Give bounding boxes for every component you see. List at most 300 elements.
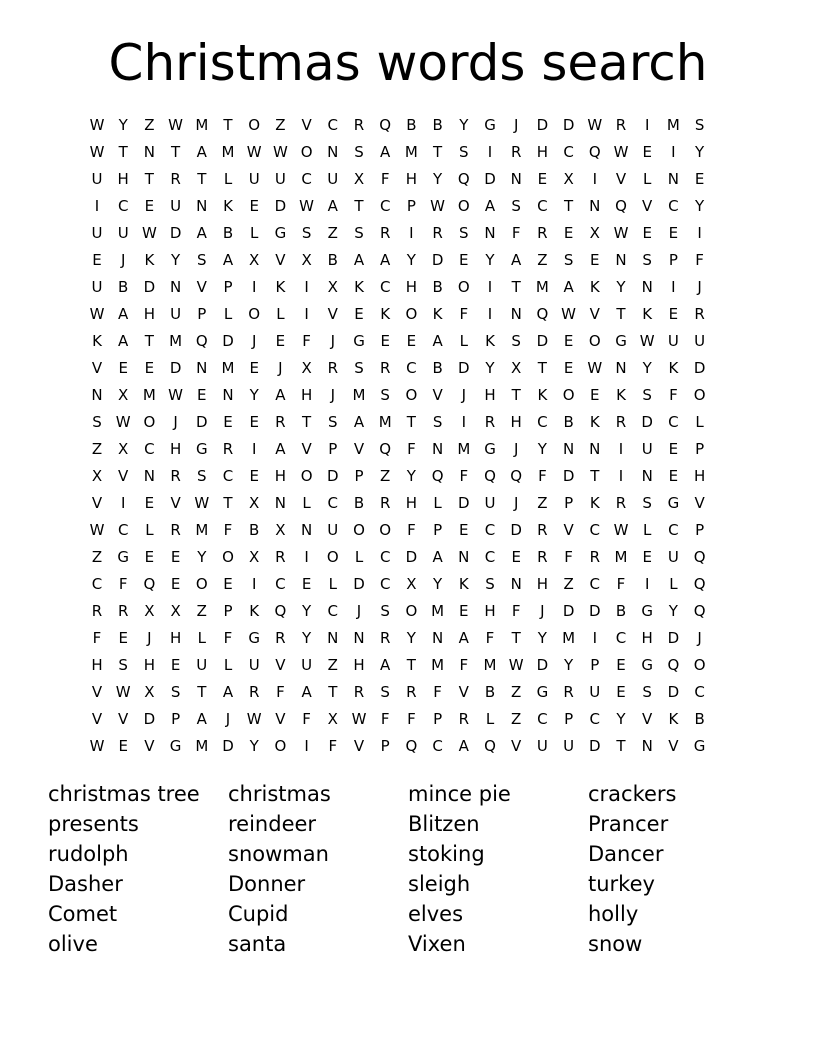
grid-letter: P: [354, 467, 364, 485]
grid-letter: J: [173, 413, 178, 431]
word-list-item: santa: [228, 932, 287, 956]
grid-letter: I: [644, 575, 650, 593]
grid-letter: J: [513, 116, 519, 134]
grid-letter: B: [694, 710, 705, 728]
grid-letter: W: [639, 332, 655, 350]
page-title: Christmas words search: [108, 34, 708, 92]
grid-letter: F: [433, 683, 442, 701]
grid-letter: J: [461, 386, 467, 404]
grid-letter: T: [616, 305, 626, 323]
grid-letter: Y: [433, 575, 443, 593]
grid-letter: Y: [406, 467, 416, 485]
grid-letter: H: [484, 386, 496, 404]
grid-letter: S: [170, 683, 181, 701]
grid-letter: X: [563, 170, 574, 188]
grid-letter: C: [615, 629, 627, 647]
grid-letter: V: [118, 467, 129, 485]
grid-letter: W: [89, 143, 105, 161]
grid-letter: R: [458, 710, 470, 728]
grid-letter: R: [615, 413, 627, 431]
grid-letter: E: [249, 197, 259, 215]
grid-letter: F: [459, 305, 469, 323]
grid-letter: V: [170, 494, 181, 512]
grid-letter: U: [91, 278, 103, 296]
grid-letter: S: [118, 656, 128, 674]
grid-letter: R: [589, 548, 601, 566]
grid-letter: K: [537, 386, 548, 404]
grid-letter: O: [248, 305, 261, 323]
grid-letter: O: [457, 197, 470, 215]
grid-letter: D: [405, 548, 418, 566]
grid-letter: V: [91, 359, 103, 377]
grid-letter: A: [563, 278, 574, 296]
grid-letter: D: [353, 575, 365, 593]
grid-letter: V: [275, 710, 286, 728]
grid-letter: U: [536, 737, 548, 755]
grid-letter: T: [511, 629, 521, 647]
grid-letter: D: [589, 737, 601, 755]
grid-letter: Y: [249, 386, 259, 404]
grid-letter: Q: [510, 467, 523, 485]
grid-letter: L: [223, 656, 233, 674]
grid-letter: M: [378, 413, 392, 431]
grid-letter: A: [118, 332, 129, 350]
grid-letter: A: [484, 197, 496, 215]
word-list-column: [228, 779, 408, 959]
grid-letter: Z: [275, 116, 286, 134]
grid-letter: O: [562, 386, 575, 404]
grid-letter: E: [144, 494, 155, 512]
grid-letter: V: [275, 656, 286, 674]
grid-letter: P: [380, 737, 390, 755]
grid-letter: X: [249, 251, 260, 269]
grid-letter: I: [592, 170, 598, 188]
grid-letter: A: [511, 251, 522, 269]
grid-letter: C: [563, 143, 574, 161]
grid-letter: Y: [642, 359, 652, 377]
grid-letter: Y: [459, 116, 469, 134]
grid-letter: D: [458, 494, 470, 512]
grid-letter: N: [222, 386, 234, 404]
grid-letter: V: [694, 494, 705, 512]
grid-letter: U: [694, 332, 706, 350]
grid-letter: O: [195, 575, 208, 593]
grid-letter: Q: [405, 737, 418, 755]
grid-letter: N: [458, 548, 470, 566]
grid-letter: X: [249, 548, 260, 566]
grid-letter: D: [431, 251, 444, 269]
grid-letter: T: [144, 332, 154, 350]
grid-letter: W: [168, 386, 184, 404]
grid-letter: S: [459, 224, 469, 242]
grid-letter: U: [563, 737, 575, 755]
grid-letter: F: [459, 467, 469, 485]
grid-letter: E: [668, 224, 679, 242]
grid-letter: E: [668, 467, 679, 485]
grid-letter: U: [327, 521, 339, 539]
grid-letter: M: [195, 737, 209, 755]
grid-letter: F: [92, 629, 102, 647]
grid-letter: C: [117, 521, 129, 539]
grid-letter: I: [304, 548, 309, 566]
grid-letter: T: [433, 143, 443, 161]
grid-letter: C: [668, 197, 679, 215]
grid-letter: R: [379, 629, 391, 647]
grid-letter: Z: [144, 116, 155, 134]
grid-letter: R: [432, 224, 443, 242]
grid-letter: A: [380, 251, 391, 269]
grid-letter: K: [589, 413, 600, 431]
grid-letter: V: [327, 305, 338, 323]
word-list-item: Cupid: [228, 902, 289, 926]
grid-letter: T: [590, 467, 600, 485]
grid-letter: K: [223, 197, 233, 215]
grid-letter: E: [144, 548, 155, 566]
grid-letter: H: [641, 629, 653, 647]
grid-letter: C: [327, 602, 339, 620]
grid-letter: H: [117, 170, 129, 188]
grid-letter: W: [430, 197, 446, 215]
grid-letter: Q: [143, 575, 156, 593]
grid-letter: E: [118, 737, 128, 755]
grid-letter: Y: [485, 251, 495, 269]
grid-letter: R: [170, 170, 181, 188]
grid-letter: N: [274, 494, 286, 512]
grid-letter: W: [561, 305, 577, 323]
grid-letter: S: [432, 413, 443, 431]
grid-letter: S: [642, 683, 652, 701]
grid-letter: J: [697, 278, 702, 296]
grid-letter: L: [695, 413, 704, 431]
grid-letter: V: [91, 683, 103, 701]
grid-letter: A: [432, 332, 443, 350]
grid-letter: C: [301, 170, 312, 188]
grid-letter: D: [536, 656, 549, 674]
grid-letter: R: [406, 683, 417, 701]
grid-letter: K: [485, 332, 495, 350]
grid-letter: K: [380, 305, 391, 323]
grid-letter: O: [405, 602, 418, 620]
grid-letter: R: [537, 224, 548, 242]
grid-letter: M: [142, 386, 156, 404]
grid-letter: Y: [118, 116, 128, 134]
grid-letter: V: [91, 710, 103, 728]
grid-letter: B: [563, 413, 574, 431]
grid-letter: F: [407, 440, 416, 458]
grid-letter: R: [484, 413, 496, 431]
grid-letter: T: [406, 656, 416, 674]
word-list-item: presents: [48, 812, 139, 836]
grid-letter: C: [537, 710, 548, 728]
grid-letter: A: [118, 305, 129, 323]
grid-letter: C: [589, 710, 601, 728]
grid-letter: D: [536, 116, 549, 134]
grid-letter: E: [563, 332, 574, 350]
grid-letter: W: [351, 710, 367, 728]
grid-letter: V: [563, 521, 574, 539]
grid-letter: L: [459, 332, 468, 350]
grid-letter: A: [196, 224, 207, 242]
grid-letter: O: [405, 305, 418, 323]
grid-letter: E: [511, 548, 521, 566]
grid-letter: Z: [511, 710, 522, 728]
word-list-column: [48, 779, 228, 959]
grid-letter: A: [222, 251, 234, 269]
grid-letter: A: [275, 386, 286, 404]
grid-letter: Z: [196, 602, 207, 620]
grid-letter: Y: [537, 629, 547, 647]
grid-letter: E: [249, 413, 259, 431]
grid-letter: C: [144, 440, 155, 458]
grid-letter: D: [562, 116, 575, 134]
grid-letter: P: [171, 710, 181, 728]
grid-letter: L: [328, 575, 337, 593]
grid-letter: Q: [615, 197, 627, 215]
grid-letter: J: [540, 602, 545, 620]
grid-letter: X: [406, 575, 417, 593]
grid-letter: Z: [511, 683, 522, 701]
grid-letter: Y: [485, 359, 495, 377]
grid-letter: H: [405, 278, 418, 296]
grid-letter: P: [223, 278, 233, 296]
grid-letter: T: [616, 737, 626, 755]
grid-letter: M: [483, 656, 497, 674]
grid-letter: E: [459, 521, 469, 539]
grid-letter: J: [513, 440, 519, 458]
grid-letter: U: [667, 332, 679, 350]
grid-letter: G: [615, 332, 627, 350]
grid-letter: A: [301, 683, 312, 701]
grid-letter: P: [223, 602, 233, 620]
grid-letter: W: [168, 116, 184, 134]
word-list-item: Dancer: [588, 842, 664, 866]
word-list-item: christmas tree: [48, 782, 200, 806]
grid-letter: E: [590, 251, 600, 269]
grid-letter: M: [431, 656, 445, 674]
grid-letter: C: [537, 197, 548, 215]
grid-letter: Z: [563, 575, 574, 593]
word-list-item: holly: [588, 902, 639, 926]
grid-letter: V: [642, 710, 653, 728]
grid-letter: N: [510, 575, 522, 593]
grid-letter: E: [144, 359, 155, 377]
word-list-item: Comet: [48, 902, 118, 926]
grid-letter: V: [615, 170, 627, 188]
grid-letter: Y: [616, 278, 626, 296]
grid-letter: J: [120, 251, 126, 269]
grid-letter: K: [458, 575, 469, 593]
grid-letter: Y: [171, 251, 181, 269]
grid-letter: D: [222, 737, 234, 755]
grid-letter: Y: [249, 737, 259, 755]
grid-letter: A: [196, 143, 207, 161]
grid-letter: K: [275, 278, 286, 296]
grid-letter: Y: [433, 170, 443, 188]
grid-letter: F: [223, 629, 233, 647]
grid-letter: R: [379, 224, 391, 242]
grid-letter: C: [406, 359, 417, 377]
grid-letter: I: [120, 494, 126, 512]
grid-letter: Z: [537, 251, 548, 269]
grid-letter: I: [697, 224, 702, 242]
grid-letter: Y: [695, 143, 705, 161]
grid-letter: E: [92, 251, 102, 269]
grid-letter: X: [511, 359, 522, 377]
grid-letter: F: [302, 710, 311, 728]
grid-letter: T: [118, 143, 128, 161]
grid-letter: M: [666, 116, 680, 134]
grid-letter: V: [642, 197, 653, 215]
grid-letter: T: [564, 197, 574, 215]
grid-letter: R: [615, 494, 627, 512]
grid-letter: V: [353, 737, 365, 755]
grid-letter: R: [563, 683, 574, 701]
grid-letter: H: [353, 656, 365, 674]
grid-letter: D: [143, 278, 156, 296]
grid-letter: H: [510, 413, 522, 431]
grid-letter: Q: [693, 575, 706, 593]
grid-letter: C: [327, 494, 339, 512]
grid-letter: Y: [668, 602, 678, 620]
grid-letter: E: [406, 332, 417, 350]
word-list-item: Blitzen: [408, 812, 480, 836]
grid-letter: Q: [693, 548, 706, 566]
grid-letter: L: [433, 494, 442, 512]
grid-letter: W: [587, 116, 603, 134]
grid-letter: Q: [484, 737, 496, 755]
grid-letter: Z: [327, 224, 338, 242]
grid-letter: D: [589, 602, 601, 620]
grid-letter: H: [484, 602, 496, 620]
grid-letter: R: [170, 467, 181, 485]
grid-letter: U: [274, 170, 286, 188]
grid-letter: K: [249, 602, 260, 620]
grid-letter: B: [249, 521, 260, 539]
grid-letter: W: [89, 737, 105, 755]
grid-letter: N: [589, 440, 601, 458]
grid-letter: C: [668, 521, 679, 539]
grid-letter: U: [91, 170, 103, 188]
grid-letter: K: [432, 305, 443, 323]
grid-letter: T: [223, 116, 233, 134]
grid-letter: Q: [195, 332, 208, 350]
grid-letter: E: [668, 305, 679, 323]
grid-letter: N: [169, 278, 182, 296]
grid-letter: S: [511, 197, 521, 215]
grid-letter: U: [301, 656, 313, 674]
grid-letter: B: [432, 116, 443, 134]
grid-letter: L: [643, 170, 652, 188]
grid-letter: G: [693, 737, 706, 755]
grid-letter: T: [171, 143, 181, 161]
grid-letter: A: [327, 197, 338, 215]
grid-letter: K: [92, 332, 102, 350]
grid-letter: N: [641, 278, 653, 296]
grid-letter: Z: [537, 494, 548, 512]
grid-letter: M: [352, 386, 366, 404]
grid-letter: R: [537, 521, 548, 539]
grid-letter: D: [196, 413, 208, 431]
grid-letter: H: [405, 494, 418, 512]
grid-letter: X: [327, 278, 338, 296]
grid-letter: O: [274, 737, 287, 755]
grid-letter: R: [91, 602, 103, 620]
grid-letter: A: [353, 413, 365, 431]
grid-letter: W: [613, 224, 629, 242]
grid-letter: Y: [537, 440, 547, 458]
grid-letter: C: [117, 197, 129, 215]
grid-letter: W: [89, 305, 105, 323]
grid-letter: Z: [91, 440, 103, 458]
grid-letter: G: [536, 683, 549, 701]
grid-letter: B: [353, 494, 365, 512]
grid-letter: M: [221, 143, 235, 161]
grid-letter: N: [589, 197, 601, 215]
grid-letter: O: [457, 278, 470, 296]
grid-letter: O: [379, 521, 392, 539]
grid-letter: M: [535, 278, 549, 296]
grid-letter: T: [511, 386, 521, 404]
grid-letter: Y: [302, 602, 312, 620]
grid-letter: B: [327, 251, 338, 269]
grid-letter: H: [169, 629, 182, 647]
grid-letter: K: [354, 278, 364, 296]
grid-letter: D: [274, 197, 287, 215]
grid-letter: G: [248, 629, 260, 647]
grid-letter: D: [169, 224, 182, 242]
word-list-item: rudolph: [48, 842, 129, 866]
grid-letter: B: [222, 224, 234, 242]
grid-letter: T: [354, 197, 364, 215]
grid-letter: N: [196, 359, 208, 377]
grid-letter: F: [407, 521, 416, 539]
grid-letter: D: [562, 467, 575, 485]
grid-letter: X: [353, 170, 365, 188]
grid-letter: U: [667, 548, 679, 566]
grid-letter: S: [642, 386, 652, 404]
grid-letter: J: [251, 332, 257, 350]
grid-letter: C: [379, 548, 391, 566]
grid-letter: D: [536, 332, 549, 350]
grid-letter: N: [143, 467, 155, 485]
grid-letter: W: [246, 143, 262, 161]
word-list-item: reindeer: [228, 812, 317, 836]
grid-letter: S: [197, 251, 207, 269]
grid-letter: L: [197, 629, 206, 647]
grid-letter: U: [589, 683, 601, 701]
grid-letter: B: [484, 683, 496, 701]
grid-letter: C: [222, 467, 234, 485]
grid-letter: F: [616, 575, 626, 593]
grid-letter: L: [223, 305, 233, 323]
grid-letter: W: [613, 521, 629, 539]
grid-letter: I: [251, 575, 257, 593]
grid-letter: H: [169, 440, 182, 458]
grid-letter: R: [353, 116, 365, 134]
grid-letter: F: [459, 656, 469, 674]
grid-letter: S: [380, 683, 390, 701]
grid-letter: D: [641, 413, 653, 431]
grid-letter: I: [671, 143, 676, 161]
grid-letter: H: [143, 305, 156, 323]
grid-letter: M: [457, 440, 471, 458]
grid-letter: E: [380, 332, 390, 350]
grid-letter: Q: [667, 656, 680, 674]
grid-letter: A: [380, 143, 391, 161]
grid-letter: X: [118, 386, 129, 404]
grid-letter: V: [118, 710, 129, 728]
grid-letter: S: [694, 116, 705, 134]
